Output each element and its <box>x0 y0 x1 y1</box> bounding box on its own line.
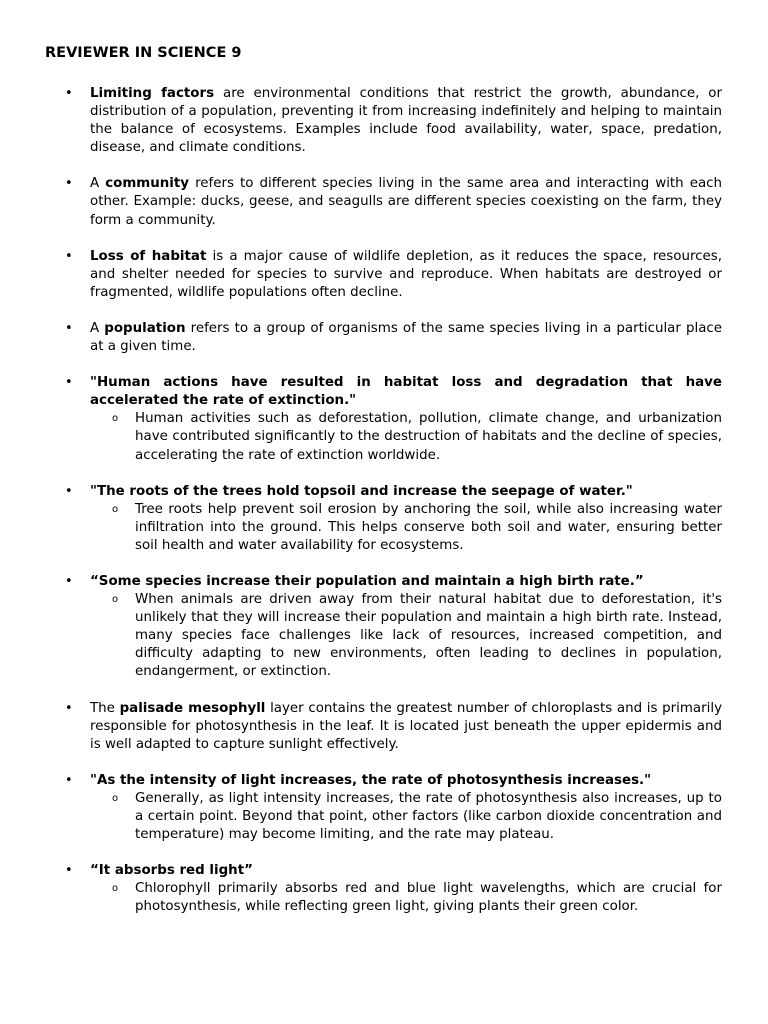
item-term: Limiting factors <box>90 86 215 101</box>
item-text-pre: A <box>90 176 106 192</box>
explanation-list <box>90 880 722 916</box>
list-item <box>0 772 768 844</box>
bullet-icon: • <box>65 86 73 101</box>
bullet-icon: • <box>65 248 73 264</box>
list-item <box>0 573 768 682</box>
list-item <box>0 248 768 302</box>
item-text-post: refers to different species living in the same area and interacting with each other. Example: ducks, geese, and seagulls are different species coexisting on the farm, they form a community. <box>90 176 722 228</box>
item-term: Loss of habitat <box>90 248 207 264</box>
circle-bullet-icon: o <box>112 594 119 606</box>
circle-bullet-icon: o <box>112 792 119 804</box>
reviewer-list <box>0 85 768 934</box>
explanation-text: When animals are driven away from their natural habitat due to deforestation, it's unlikely that they will increase their population and maintain a high birth rate. Instead, many species face challenges like lack of resources, increased competition, and difficulty adapting to new environments, often leading to declines in population, endangerment, or extinction. <box>135 592 722 680</box>
explanation-text: Generally, as light intensity increases, the rate of photosynthesis also increases, up to a certain point. Beyond that point, other factors (like carbon dioxide concentration and temperature) may become limiting, and the rate may plateau. <box>135 790 722 843</box>
explanation-list <box>90 591 722 681</box>
bullet-icon: • <box>65 320 73 336</box>
explanation-item <box>90 790 722 844</box>
list-item <box>0 700 768 754</box>
bullet-icon: • <box>65 573 73 589</box>
bullet-icon: • <box>65 772 73 788</box>
item-term: community <box>105 176 190 192</box>
item-text-post: are environmental conditions that restrict the growth, abundance, or distribution of a population, preventing it from increasing indefinitely and helping to maintain the balance of ecosystems. Examples include food availability, water, space, predation, disease, and climate conditions. <box>90 86 722 156</box>
circle-bullet-icon: o <box>112 413 119 425</box>
circle-bullet-icon: o <box>112 883 119 895</box>
explanation-item <box>90 880 722 916</box>
list-item <box>0 320 768 356</box>
bullet-icon: • <box>65 176 73 192</box>
item-statement: "Human actions have resulted in habitat loss and degradation that have accelerated the rate of extinction." <box>90 375 722 409</box>
item-statement: “It absorbs red light” <box>90 863 253 879</box>
item-paragraph <box>90 248 722 302</box>
explanation-list <box>90 501 722 555</box>
explanation-list <box>90 790 722 844</box>
circle-bullet-icon: o <box>112 503 119 515</box>
explanation-item <box>90 410 722 464</box>
document-title: REVIEWER IN SCIENCE 9 <box>45 45 242 61</box>
item-paragraph <box>90 85 722 157</box>
list-item <box>0 175 768 229</box>
item-statement: "As the intensity of light increases, the rate of photosynthesis increases." <box>90 772 652 788</box>
item-text-post: refers to a group of organisms of the same species living in a particular place at a given time. <box>90 320 722 355</box>
explanation-text: Human activities such as deforestation, pollution, climate change, and urbanization have contributed significantly to the destruction of habitats and the decline of species, accelerating the rate of extinction worldwide. <box>135 411 722 463</box>
item-text-post: is a major cause of wildlife depletion, as it reduces the space, resources, and shelter needed for species to survive and reproduce. When habitats are destroyed or fragmented, wildlife populations often decline. <box>90 248 722 300</box>
item-paragraph <box>90 700 722 754</box>
list-item <box>0 483 768 555</box>
item-paragraph <box>90 175 722 229</box>
item-term: population <box>104 320 186 336</box>
item-term: palisade mesophyll <box>119 700 266 716</box>
item-statement: “Some species increase their population and maintain a high birth rate.” <box>90 573 644 589</box>
explanation-list <box>90 410 722 464</box>
bullet-icon: • <box>65 483 73 499</box>
explanation-item <box>90 591 722 681</box>
item-text-post: layer contains the greatest number of chloroplasts and is primarily responsible for photosynthesis in the leaf. It is located just beneath the upper epidermis and is well adapted to capture sunlight effectively. <box>90 700 722 752</box>
explanation-text: Tree roots help prevent soil erosion by anchoring the soil, while also increasing water infiltration into the ground. This helps conserve both soil and water, ensuring better soil health and water availability for ecosystems. <box>135 501 722 553</box>
list-item <box>0 862 768 916</box>
explanation-item <box>90 501 722 555</box>
item-text-pre: A <box>90 320 105 336</box>
item-paragraph <box>90 320 722 356</box>
bullet-icon: • <box>65 375 73 391</box>
item-statement: "The roots of the trees hold topsoil and increase the seepage of water." <box>90 483 633 499</box>
explanation-text: Chlorophyll primarily absorbs red and blue light wavelengths, which are crucial for photosynthesis, while reflecting green light, giving plants their green color. <box>135 881 722 915</box>
item-text-pre: The <box>90 700 120 716</box>
bullet-icon: • <box>65 700 73 716</box>
bullet-icon: • <box>65 863 73 879</box>
list-item <box>0 85 768 157</box>
list-item <box>0 374 768 464</box>
